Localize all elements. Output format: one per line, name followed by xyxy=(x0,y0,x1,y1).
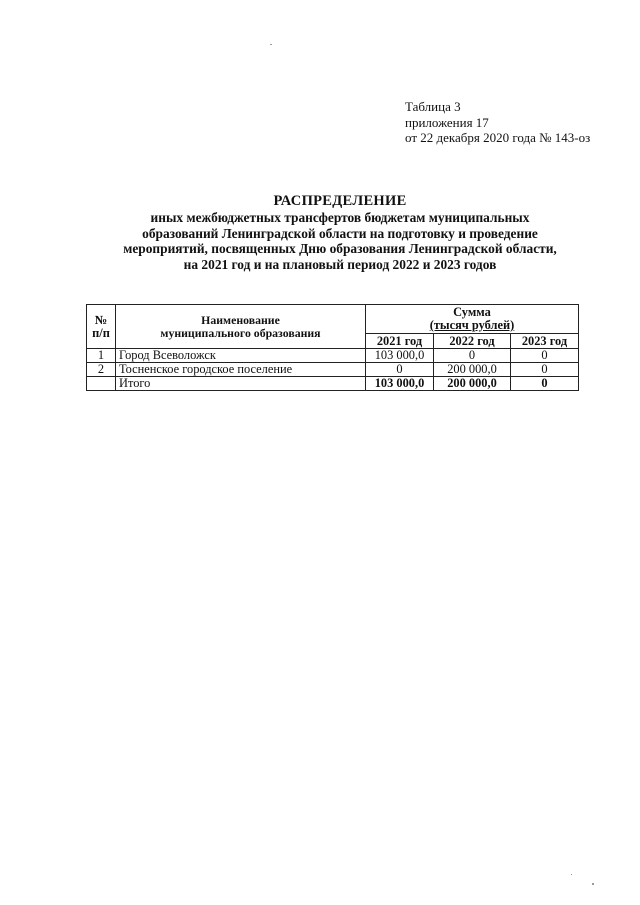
header-num-line1: № xyxy=(94,312,108,327)
row-name: Тосненское городское поселение xyxy=(116,363,366,377)
row-value-2022: 200 000,0 xyxy=(434,363,511,377)
table-row xyxy=(87,363,579,377)
scan-speck xyxy=(571,874,572,875)
total-num xyxy=(87,377,116,391)
total-value-2021: 103 000,0 xyxy=(366,377,434,391)
row-value-2022: 0 xyxy=(434,349,511,363)
row-num: 2 xyxy=(87,363,116,377)
table-number: Таблица 3 xyxy=(405,99,461,114)
header-num xyxy=(87,305,116,349)
header-name xyxy=(116,305,366,349)
header-num-line2: п/п xyxy=(92,325,110,340)
row-name: Город Всеволожск xyxy=(116,349,366,363)
total-value-2022: 200 000,0 xyxy=(434,377,511,391)
row-value-2023: 0 xyxy=(511,363,579,377)
title-line: на 2021 год и на плановый период 2022 и 2023 годов xyxy=(183,257,497,273)
appendix-reference xyxy=(405,99,590,146)
total-row xyxy=(87,377,579,391)
title-line: мероприятий, посвященных Дню образования Ленинградской области, xyxy=(123,241,557,257)
header-sum-line1: Сумма xyxy=(453,305,491,319)
header-name-line2: муниципального образования xyxy=(160,325,321,340)
scan-speck xyxy=(592,883,594,885)
header-year-2022: 2022 год xyxy=(434,334,511,349)
total-label: Итого xyxy=(116,377,366,391)
table-header-row xyxy=(87,305,579,334)
total-value-2023: 0 xyxy=(511,377,579,391)
title-main: РАСПРЕДЕЛЕНИЕ xyxy=(273,193,407,209)
header-year-2021: 2021 год xyxy=(366,334,434,349)
row-value-2023: 0 xyxy=(511,349,579,363)
row-value-2021: 103 000,0 xyxy=(366,349,434,363)
header-sum-line2: (тысяч рублей) xyxy=(429,318,515,332)
header-sum xyxy=(366,305,579,334)
appendix-number: приложения 17 xyxy=(405,114,489,130)
scan-speck xyxy=(270,44,272,45)
title-line: образований Ленинградской области на подготовку и проведение xyxy=(142,225,538,241)
document-title xyxy=(100,194,580,273)
table-row xyxy=(87,349,579,363)
header-name-line1: Наименование xyxy=(201,312,280,327)
header-year-2023: 2023 год xyxy=(511,334,579,349)
law-reference: от 22 декабря 2020 года № 143-оз xyxy=(405,130,591,145)
row-num: 1 xyxy=(87,349,116,363)
distribution-table xyxy=(86,304,579,391)
row-value-2021: 0 xyxy=(366,363,434,377)
title-line: иных межбюджетных трансфертов бюджетам муниципальных xyxy=(150,209,530,225)
